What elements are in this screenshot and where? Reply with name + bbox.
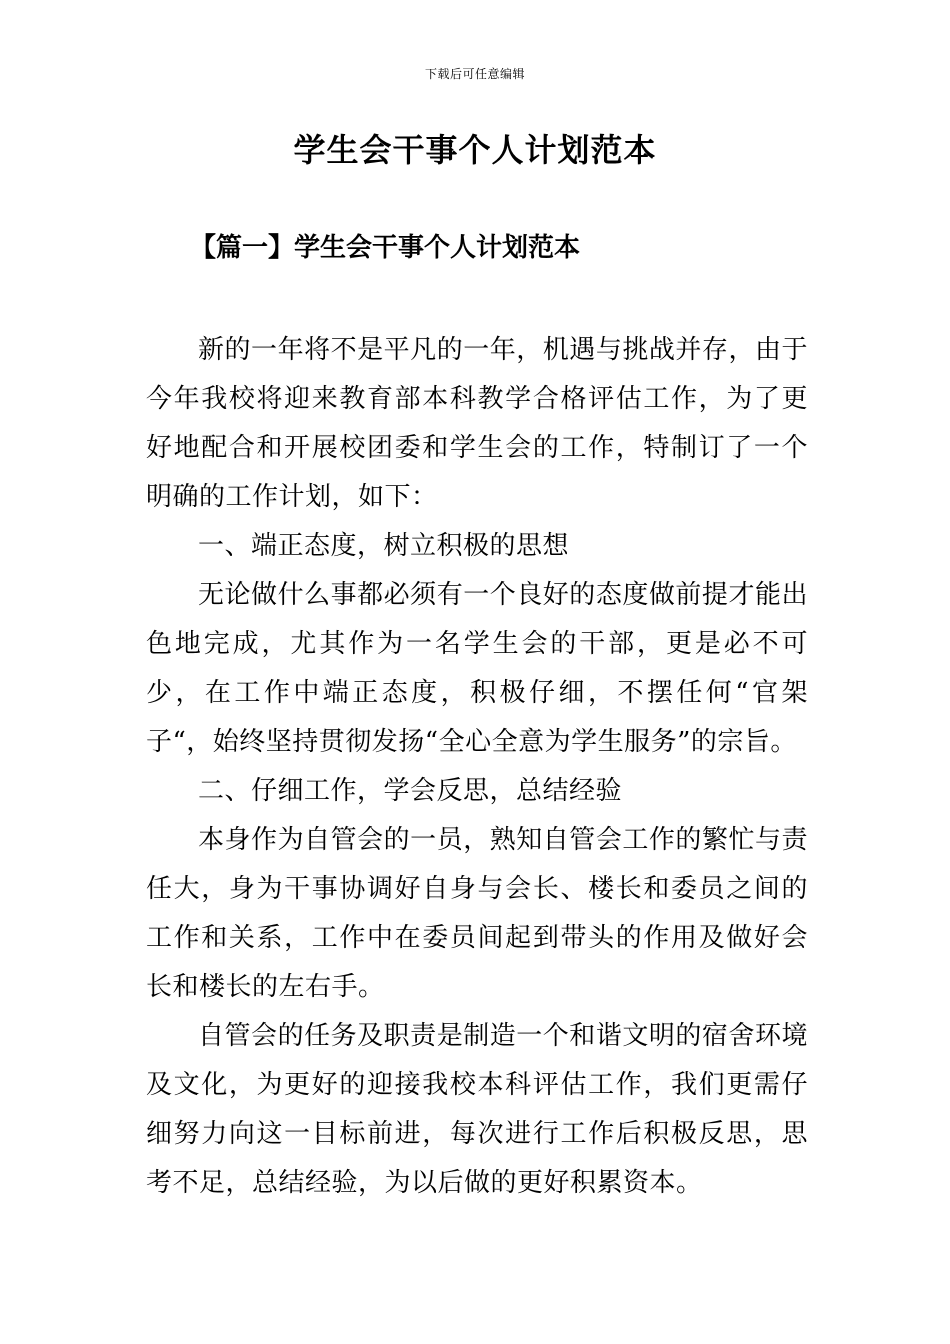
subheading-work: 二、仔细工作，学会反思，总结经验 [198, 776, 623, 806]
paragraph-intro: 新的一年将不是平凡的一年，机遇与挑战并存，由于今年我校将迎来教育部本科教学合格评估工作，为了更好地配合和开展校团委和学生会的工作，特制订了一个明确的工作计划，如下： [146, 335, 808, 512]
subheading-attitude: 一、端正态度，树立积极的思想 [198, 531, 570, 561]
section-heading: 【篇一】学生会干事个人计划范本 [190, 233, 581, 263]
paragraph-attitude: 无论做什么事都必须有一个良好的态度做前提才能出色地完成，尤其作为一名学生会的干部，更是必不可少，在工作中端正态度，积极仔细，不摆任何“官架子“，始终坚持贯彻发扬“全心全意为学生服务”的宗旨。 [146, 580, 808, 757]
paragraph-duties: 自管会的任务及职责是制造一个和谐文明的宿舍环境及文化，为更好的迎接我校本科评估工作，我们更需仔细努力向这一目标前进，每次进行工作后积极反思，思考不足，总结经验，为以后做的更好积累资本。 [146, 1021, 808, 1198]
header-note: 下载后可任意编辑 [424, 67, 525, 81]
document-title: 学生会干事个人计划范本 [293, 131, 657, 169]
body-text [146, 326, 808, 1208]
paragraph-role: 本身作为自管会的一员，熟知自管会工作的繁忙与责任大，身为干事协调好自身与会长、楼长和委员之间的工作和关系，工作中在委员间起到带头的作用及做好会长和楼长的左右手。 [146, 825, 808, 1002]
